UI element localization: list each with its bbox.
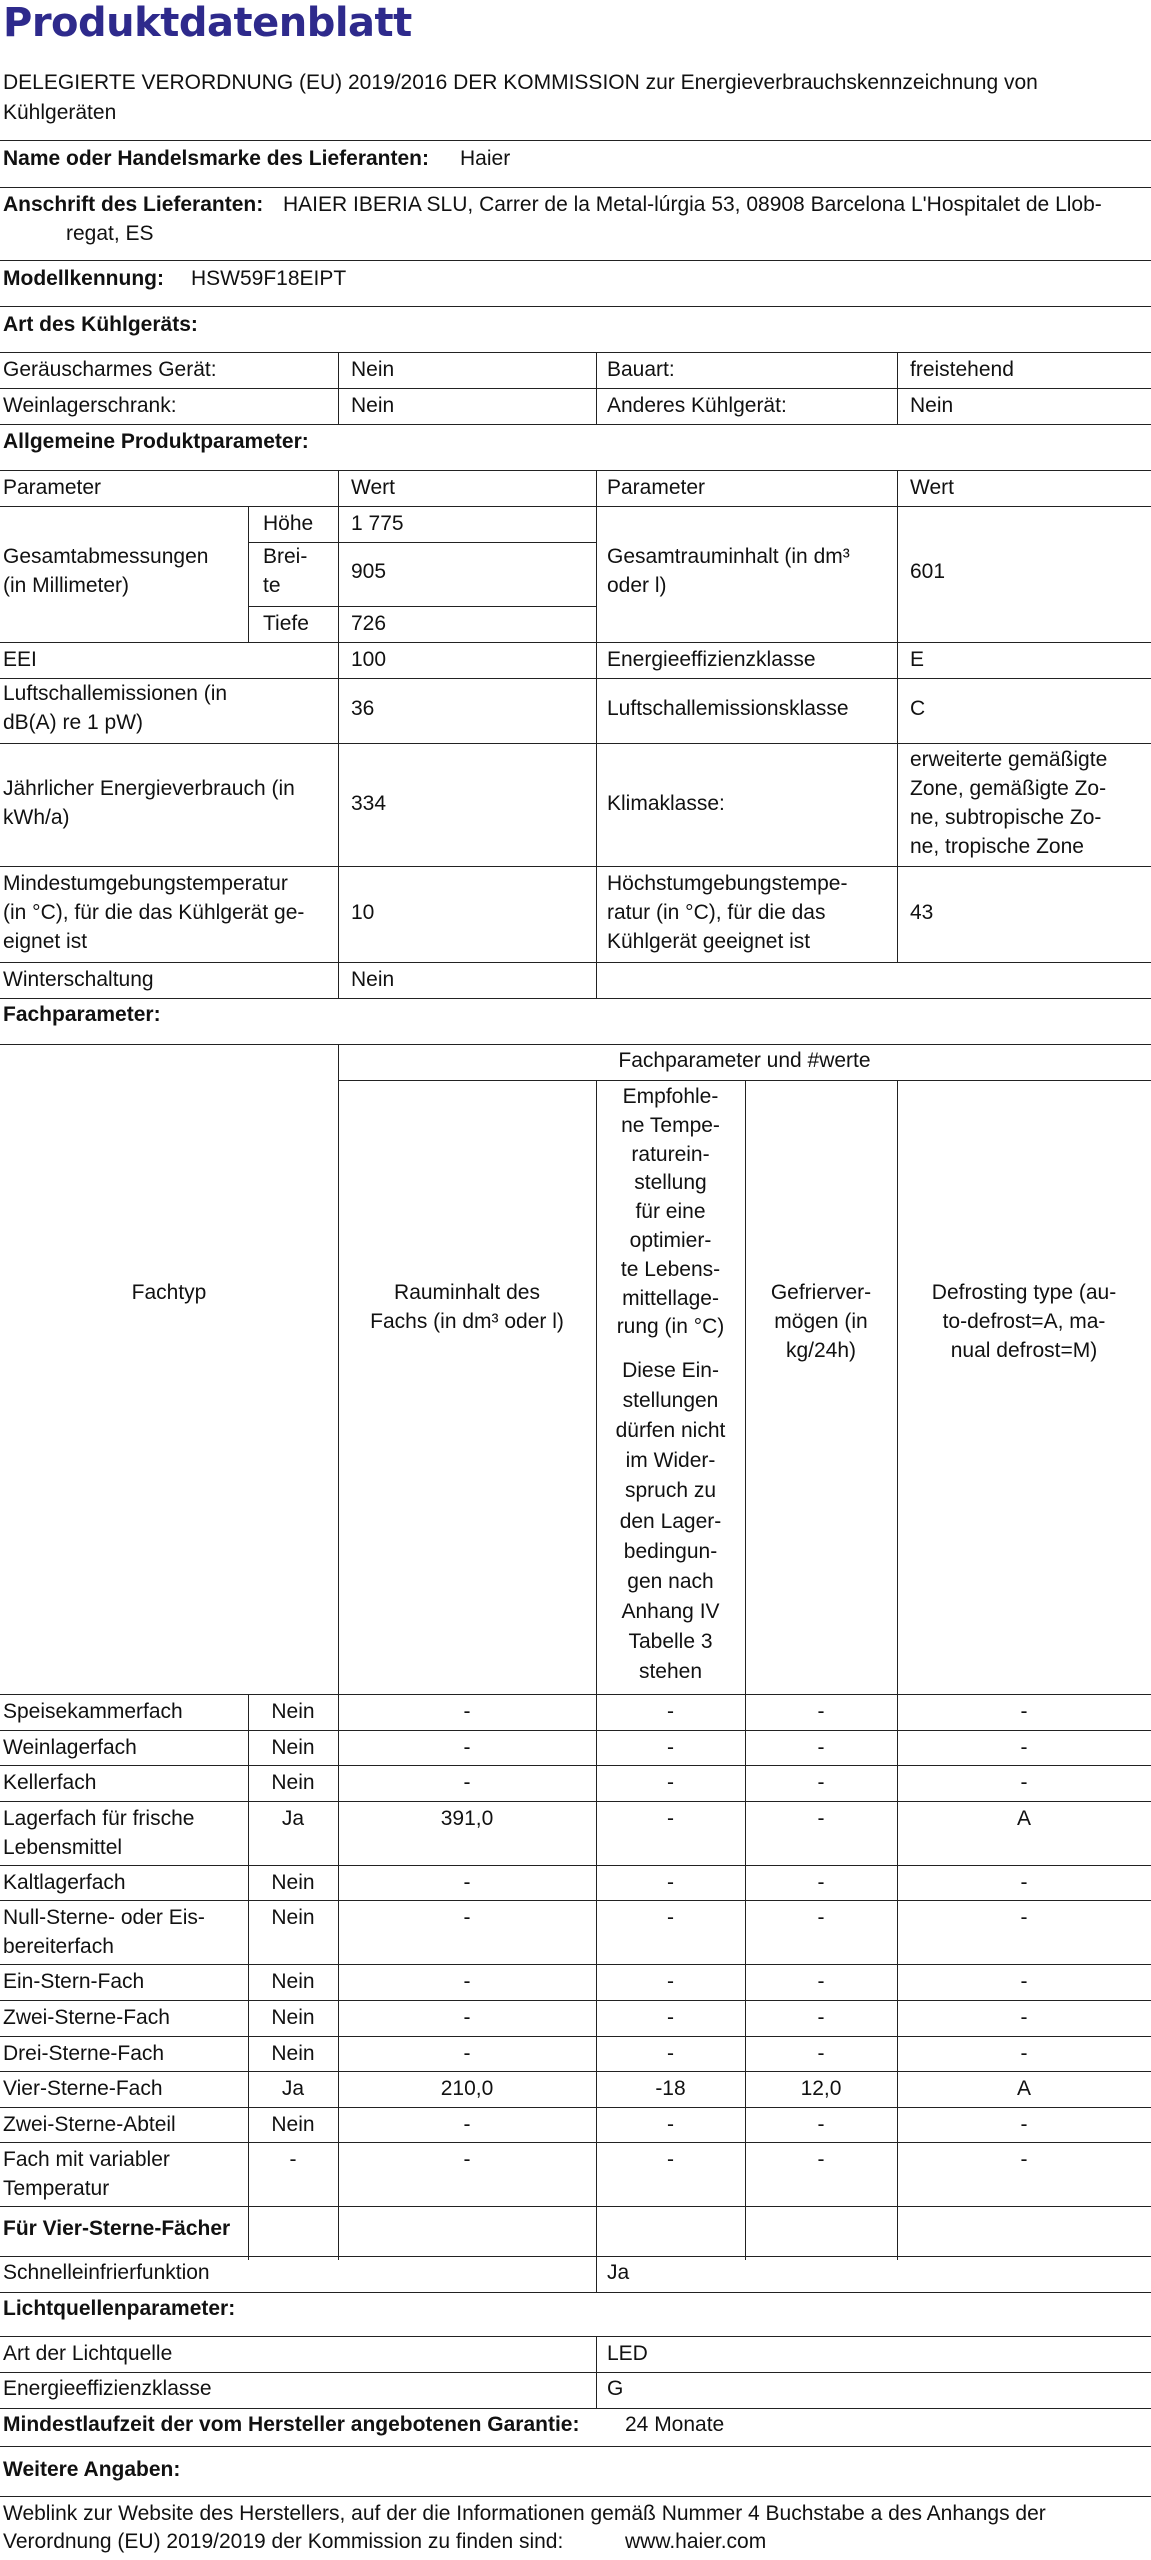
compartment-freezing: - (817, 2112, 825, 2136)
max-temp-value: 43 (910, 901, 934, 924)
design-value: freistehend (910, 358, 1014, 381)
page-title: Produktdatenblatt (3, 0, 412, 46)
warranty-label: Mindestlaufzeit der vom Hersteller angebotenen Garantie: (3, 2413, 580, 2436)
recommended-temp-line: optimier- (629, 1229, 712, 1252)
fast-freeze-value: Ja (607, 2261, 630, 2284)
low-noise-label: Geräuscharmes Gerät: (3, 358, 217, 381)
recommended-temp-line: Empfohle- (622, 1085, 719, 1108)
compartment-name: Temperatur (3, 2177, 110, 2201)
light-class-value: G (607, 2377, 624, 2400)
recommended-temp-line: te Lebens- (620, 1257, 721, 1281)
regulation-subtitle: DELEGIERTE VERORDNUNG (EU) 2019/2016 DER KOMMISSION zur Energieverbrauchskennzeichnung von Kühlgeräten (3, 71, 1038, 124)
col-parameter-2: Parameter (607, 476, 706, 499)
compartment-temp: - (667, 1870, 674, 1894)
temp-note-line: gen nach (627, 1569, 714, 1593)
compartment-name: Zwei-Sterne-Abteil (3, 2112, 176, 2136)
compartment-freezing: - (817, 2148, 825, 2172)
climate-class-value-4: ne, tropische Zone (910, 835, 1084, 858)
freezing-capacity-line: kg/24h) (785, 1339, 857, 1362)
compartment-name: Speisekammerfach (3, 1700, 183, 1723)
compartment-volume: - (463, 2112, 471, 2136)
supplier-name-value: Haier (460, 147, 511, 170)
wine-cabinet-value: Nein (351, 394, 395, 417)
annual-energy-value: 334 (351, 792, 387, 815)
compartment-temp: - (667, 2112, 674, 2136)
compartment-temp: - (667, 2148, 674, 2172)
freezing-capacity-line: Gefrierver- (770, 1281, 872, 1304)
row-divider (0, 1865, 1151, 1866)
row-divider (0, 1900, 1151, 1901)
compartment-present: Ja (281, 2077, 305, 2101)
table-row (0, 1865, 1151, 1901)
recommended-temp-line: rung (in °C) (616, 1315, 725, 1339)
eei-value: 100 (351, 648, 387, 671)
table-row (0, 2071, 1151, 2107)
low-noise-value: Nein (351, 358, 395, 381)
compartment-freezing: - (817, 1735, 825, 1759)
temp-note-line: Tabelle 3 (628, 1629, 713, 1653)
row-divider (0, 2036, 1151, 2037)
defrost-type-line: nual defrost=M) (950, 1339, 1098, 1362)
annual-energy-label: Jährlicher Energieverbrauch (in (3, 777, 295, 800)
noise-class-value: C (910, 697, 926, 720)
compartment-volume: - (463, 1735, 471, 1759)
supplier-address-label: Anschrift des Lieferanten: (3, 193, 264, 216)
compartment-name: Lebensmittel (3, 1835, 123, 1859)
compartment-defrost: - (1020, 2006, 1028, 2029)
compartment-freezing: - (817, 2041, 825, 2065)
compartment-present: Nein (271, 1771, 315, 1795)
compartment-present: Nein (271, 1970, 315, 1994)
depth-label: Tiefe (263, 612, 309, 635)
width-label-2: te (263, 574, 281, 597)
col-parameter-1: Parameter (3, 476, 102, 499)
row-divider (0, 2142, 1151, 2143)
table-row (0, 1801, 1151, 1865)
row-divider (0, 2107, 1151, 2108)
compartment-volume: - (463, 1970, 471, 1994)
compartment-present: - (289, 2148, 297, 2172)
total-volume-label: Gesamtrauminhalt (in dm³ (607, 545, 850, 568)
temp-note-line: Anhang IV (621, 1599, 720, 1623)
supplier-address-value: HAIER IBERIA SLU, Carrer de la Metal-lúrgia 53, 08908 Barcelona L'Hospitalet de Llob- (283, 193, 1102, 216)
min-temp-value: 10 (351, 901, 375, 924)
compartment-temp: - (667, 1970, 674, 1994)
noise-emission-label-2: dB(A) re 1 pW) (3, 711, 144, 734)
row-divider (0, 1765, 1151, 1766)
compartment-volume: - (463, 1906, 471, 1930)
compartment-present: Nein (271, 1906, 315, 1930)
min-temp-label: Mindestumgebungstemperatur (3, 872, 288, 895)
compartment-name: Kellerfach (3, 1771, 97, 1795)
temp-note-line: Diese Ein- (622, 1359, 719, 1382)
compartment-present: Nein (271, 2006, 315, 2029)
min-temp-label-2: (in °C), für die das Kühlgerät ge- (3, 901, 305, 924)
width-value: 905 (351, 560, 387, 583)
climate-class-label: Klimaklasse: (607, 792, 725, 815)
row-divider (0, 1730, 1151, 1731)
climate-class-value: erweiterte gemäßigte (910, 748, 1108, 771)
compartment-temp: - (667, 1700, 674, 1723)
total-volume-label-2: oder l) (607, 574, 667, 597)
defrost-type-line: Defrosting type (au- (931, 1281, 1117, 1304)
recommended-temp-line: raturein- (631, 1142, 710, 1166)
noise-class-label: Luftschallemissionsklasse (607, 697, 849, 720)
compartment-defrost: A (1016, 1806, 1031, 1830)
climate-class-value-3: ne, subtropische Zo- (910, 806, 1102, 829)
compartment-temp: - (667, 1806, 674, 1830)
compartment-present: Nein (271, 1870, 315, 1894)
winter-mode-label: Winterschaltung (3, 968, 154, 991)
compartment-defrost: - (1020, 1970, 1028, 1994)
light-type-value: LED (607, 2342, 648, 2365)
row-divider (0, 2071, 1151, 2072)
col-value-1: Wert (351, 476, 395, 499)
energy-class-label: Energieeffizienzklasse (607, 648, 816, 671)
compartment-defrost: - (1020, 2148, 1028, 2172)
compartment-volume: 391,0 (440, 1806, 494, 1830)
general-params-heading: Allgemeine Produktparameter: (3, 430, 309, 453)
compartment-volume: - (463, 2006, 471, 2029)
min-temp-label-3: eignet ist (3, 930, 88, 953)
compartment-temp: - (667, 2041, 674, 2065)
temp-note-line: stehen (638, 1660, 703, 1683)
depth-value: 726 (351, 612, 387, 635)
col-volume: Rauminhalt des (394, 1281, 540, 1304)
recommended-temp-line: stellung (634, 1171, 707, 1195)
compartment-name: Zwei-Sterne-Fach (3, 2006, 170, 2029)
compartment-freezing: - (817, 1771, 825, 1795)
table-row (0, 2107, 1151, 2143)
compartment-freezing: 12,0 (800, 2077, 842, 2101)
row-divider (0, 2000, 1151, 2001)
noise-emission-value: 36 (351, 697, 375, 720)
max-temp-label-3: Kühlgerät geeignet ist (607, 930, 811, 953)
light-class-label: Energieeffizienzklasse (3, 2377, 212, 2400)
model-label: Modellkennung: (3, 267, 164, 290)
energy-class-value: E (910, 648, 925, 671)
annual-energy-label-2: kWh/a) (3, 806, 70, 829)
compartment-temp: -18 (655, 2077, 686, 2101)
compartment-name: Lagerfach für frische (3, 1806, 195, 1830)
compartment-present: Ja (281, 1806, 305, 1830)
compartment-freezing: - (817, 1806, 825, 1830)
compartment-volume: - (463, 2041, 471, 2065)
further-info-text-2: Verordnung (EU) 2019/2019 der Kommission zu finden sind: (3, 2530, 564, 2553)
compartment-name: Kaltlagerfach (3, 1870, 126, 1894)
compartment-group-header: Fachparameter und #werte (618, 1049, 871, 1072)
table-row (0, 1730, 1151, 1766)
width-label: Brei- (263, 545, 308, 568)
defrost-type-line: to-defrost=A, ma- (942, 1310, 1106, 1333)
compartment-defrost: - (1020, 1735, 1028, 1759)
recommended-temp-line: ne Tempe- (621, 1113, 720, 1137)
compartment-volume: - (463, 1870, 471, 1894)
compartment-temp: - (667, 1771, 674, 1795)
table-row (0, 1964, 1151, 2000)
fast-freeze-label: Schnelleinfrierfunktion (3, 2261, 210, 2284)
compartment-present: Nein (271, 2041, 315, 2065)
table-row (0, 1900, 1151, 1964)
max-temp-label-2: ratur (in °C), für die das (607, 901, 826, 924)
table-row (0, 1694, 1151, 1730)
compartment-name: Ein-Stern-Fach (3, 1970, 145, 1994)
further-info-text: Weblink zur Website des Herstellers, auf der die Informationen gemäß Nummer 4 Buchstabe a des Anhangs der (3, 2502, 1046, 2525)
recommended-temp-line: für eine (635, 1200, 706, 1224)
table-row (0, 1765, 1151, 1801)
compartment-volume: 210,0 (440, 2077, 494, 2101)
dimensions-label-2: (in Millimeter) (3, 574, 129, 597)
compartment-defrost: - (1020, 2112, 1028, 2136)
table-row (0, 2142, 1151, 2206)
compartment-defrost: - (1020, 1870, 1028, 1894)
col-value-2: Wert (910, 476, 954, 499)
table-row (0, 2000, 1151, 2036)
temp-note-line: spruch zu (624, 1479, 717, 1503)
temp-note-line: im Wider- (625, 1449, 716, 1473)
design-label: Bauart: (607, 358, 675, 381)
temp-note-line: dürfen nicht (615, 1419, 726, 1443)
table-row (0, 2036, 1151, 2072)
compartment-params-heading: Fachparameter: (3, 1003, 161, 1026)
appliance-type-heading: Art des Kühlgeräts: (3, 313, 198, 336)
compartment-defrost: A (1016, 2077, 1031, 2101)
total-volume-value: 601 (910, 560, 946, 583)
compartment-present: Nein (271, 2112, 315, 2136)
winter-mode-value: Nein (351, 968, 395, 991)
compartment-name: Fach mit variabler (3, 2148, 170, 2172)
compartment-present: Nein (271, 1735, 315, 1759)
height-value: 1 775 (351, 512, 404, 535)
wine-cabinet-label: Weinlagerschrank: (3, 394, 177, 417)
eei-label: EEI (3, 648, 37, 671)
compartment-name: Null-Sterne- oder Eis- (3, 1906, 205, 1930)
compartment-name: Drei-Sterne-Fach (3, 2041, 165, 2065)
compartment-temp: - (667, 1906, 674, 1930)
compartment-temp: - (667, 2006, 674, 2029)
temp-note-line: den Lager- (619, 1509, 722, 1533)
row-divider (0, 1801, 1151, 1802)
temp-note-line: bedingun- (623, 1539, 718, 1563)
compartment-freezing: - (817, 2006, 825, 2029)
further-info-heading: Weitere Angaben: (3, 2458, 181, 2481)
max-temp-label: Höchstumgebungstempe- (607, 872, 848, 895)
compartment-volume: - (463, 2148, 471, 2172)
compartment-freezing: - (817, 1906, 825, 1930)
compartment-present: Nein (271, 1700, 315, 1723)
supplier-name-label: Name oder Handelsmarke des Lieferanten: (3, 147, 429, 170)
compartment-temp: - (667, 1735, 674, 1759)
supplier-address-value-2: regat, ES (66, 222, 154, 245)
compartment-name: bereiterfach (3, 1935, 114, 1959)
freezing-capacity-line: mögen (in (774, 1310, 868, 1333)
compartment-volume: - (463, 1700, 471, 1723)
compartment-name: Vier-Sterne-Fach (3, 2077, 163, 2101)
other-appliance-label: Anderes Kühlgerät: (607, 394, 787, 417)
compartment-freezing: - (817, 1870, 825, 1894)
noise-emission-label: Luftschallemissionen (in (3, 682, 228, 705)
compartment-freezing: - (817, 1700, 825, 1723)
compartment-defrost: - (1020, 1771, 1028, 1795)
recommended-temp-line: mittellage- (622, 1286, 719, 1310)
warranty-value: 24 Monate (625, 2413, 725, 2436)
compartment-defrost: - (1020, 2041, 1028, 2065)
row-divider (0, 1964, 1151, 1965)
compartment-defrost: - (1020, 1700, 1028, 1723)
model-value: HSW59F18EIPT (191, 267, 347, 290)
col-volume-2: Fachs (in dm³ oder l) (370, 1310, 564, 1333)
compartment-freezing: - (817, 1970, 825, 1994)
height-label: Höhe (263, 512, 314, 535)
compartment-defrost: - (1020, 1906, 1028, 1930)
light-type-label: Art der Lichtquelle (3, 2342, 173, 2365)
other-appliance-value: Nein (910, 394, 954, 417)
dimensions-label: Gesamtabmessungen (3, 545, 209, 568)
light-source-heading: Lichtquellenparameter: (3, 2297, 236, 2320)
climate-class-value-2: Zone, gemäßigte Zo- (910, 777, 1107, 800)
col-compartment-type: Fachtyp (131, 1281, 207, 1304)
row-divider (0, 2206, 1151, 2207)
compartment-name: Weinlagerfach (3, 1735, 137, 1759)
four-star-heading: Für Vier-Sterne-Fächer (3, 2217, 231, 2240)
manufacturer-link[interactable]: www.haier.com (625, 2530, 767, 2553)
temp-note-line: stellungen (622, 1389, 719, 1413)
compartment-volume: - (463, 1771, 471, 1795)
